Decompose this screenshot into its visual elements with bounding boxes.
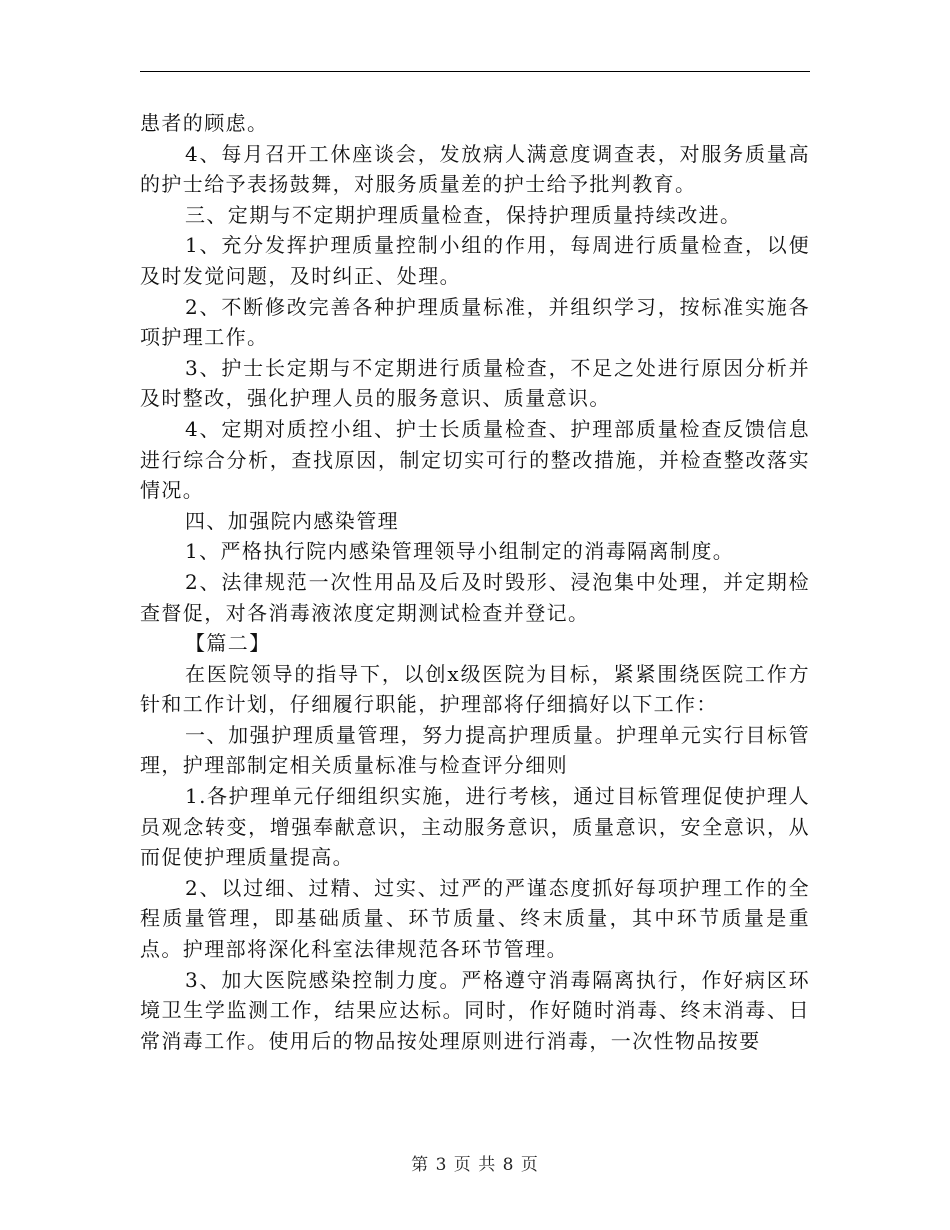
paragraph: 2、以过细、过精、过实、过严的严谨态度抓好每项护理工作的全程质量管理，即基础质量、环节质量、终末质量，其中环节质量是重点。护理部将深化科室法律规范各环节管理。 — [140, 875, 810, 962]
paragraph: 4、每月召开工休座谈会，发放病人满意度调查表，对服务质量高的护士给予表扬鼓舞，对服务质量差的护士给予批判教育。 — [140, 141, 810, 197]
paragraph: 患者的顾虑。 — [140, 111, 269, 135]
paragraph: 2、不断修改完善各种护理质量标准，并组织学习，按标准实施各项护理工作。 — [140, 294, 810, 350]
page-number: 第 3 页 共 8 页 — [411, 1155, 539, 1175]
paragraph: 1.各护理单元仔细组织实施，进行考核，通过目标管理促使护理人员观念转变，增强奉献意识，主动服务意识，质量意识，安全意识，从而促使护理质量提高。 — [140, 784, 810, 870]
header-rule — [140, 71, 810, 72]
paragraph: 1、严格执行院内感染管理领导小组制定的消毒隔离制度。 — [185, 539, 735, 564]
paragraph: 4、定期对质控小组、护士长质量检查、护理部质量检查反馈信息进行综合分析，查找原因，制定切实可行的整改措施，并检查整改落实情况。 — [140, 416, 810, 503]
document-body — [140, 108, 810, 1056]
paragraph: 1、充分发挥护理质量控制小组的作用，每周进行质量检查，以便及时发觉问题，及时纠正、处理。 — [140, 233, 810, 288]
part-heading: 【篇二】 — [185, 631, 271, 656]
paragraph: 在医院领导的指导下，以创x级医院为目标，紧紧围绕医院工作方针和工作计划，仔细履行职能，护理部将仔细搞好以下工作： — [140, 661, 810, 717]
section-heading: 四、加强院内感染管理 — [185, 508, 399, 533]
section-heading: 三、定期与不定期护理质量检查，保持护理质量持续改进。 — [185, 202, 742, 227]
paragraph: 3、护士长定期与不定期进行质量检查，不足之处进行原因分析并及时整改，强化护理人员的服务意识、质量意识。 — [140, 355, 810, 411]
section-heading: 一、加强护理质量管理，努力提高护理质量。护理单元实行目标管理，护理部制定相关质量标准与检查评分细则 — [140, 722, 810, 778]
paragraph: 3、加大医院感染控制力度。严格遵守消毒隔离执行，作好病区环境卫生学监测工作，结果应达标。同时，作好随时消毒、终末消毒、日常消毒工作。使用后的物品按处理原则进行消毒，一次性物品按要 — [140, 967, 810, 1053]
paragraph: 2、法律规范一次性用品及后及时毁形、浸泡集中处理，并定期检查督促，对各消毒液浓度定期测试检查并登记。 — [140, 569, 810, 625]
